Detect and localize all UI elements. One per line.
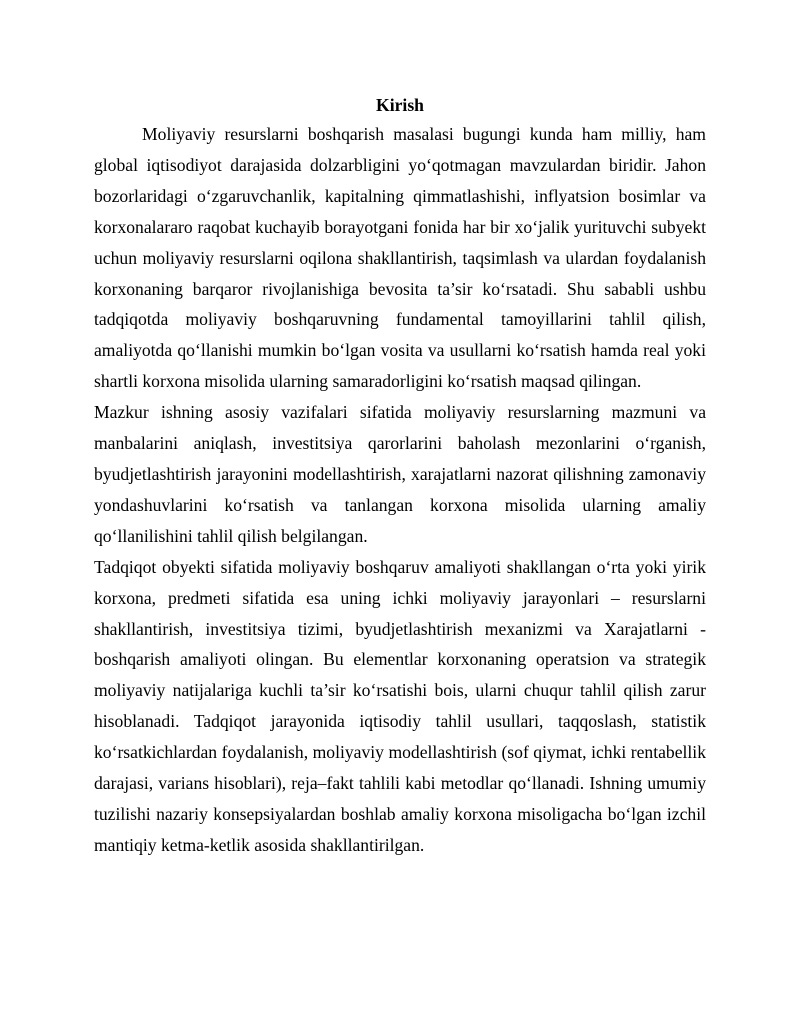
paragraph-tasks: Mazkur ishning asosiy vazifalari sifatida moliyaviy resurslarning mazmuni va manbalarini aniqlash, investitsiya qarorlarini baholash mezonlarini o‘rganish, byudjetlashtirish jarayonini modellashtirish, xarajatlarni nazorat qilishning zamonaviy yondashuvlarini ko‘rsatish va tanlangan korxona misolida ularning amaliy qo‘llanilishini tahlil qilish belgilangan. <box>94 402 706 546</box>
section-heading: Kirish <box>376 95 424 115</box>
paragraph-object: Tadqiqot obyekti sifatida moliyaviy boshqaruv amaliyoti shakllangan o‘rta yoki yirik korxona, predmeti sifatida esa uning ichki moliyaviy jarayonlari – resurslarni shakllantirish, investitsiya tizimi, byudjetlashtirish mexanizmi va Xarajatlarni - boshqarish amaliyoti olingan. Bu elementlar korxonaning operatsion va strategik moliyaviy natijalariga kuchli ta’sir ko‘rsatishi bois, ularni chuqur tahlil qilish zarur hisoblanadi. Tadqiqot jarayonida iqtisodiy tahlil usullari, taqqoslash, statistik ko‘rsatkichlardan foydalanish, moliyaviy modellashtirish (sof qiymat, ichki rentabellik darajasi, varians hisoblari), reja–fakt tahlili kabi metodlar qo‘llanadi. Ishning umumiy tuzilishi nazariy konsepsiyalardan boshlab amaliy korxona misoligacha bo‘lgan izchil mantiqiy ketma-ketlik asosida shakllantirilgan. <box>94 556 706 855</box>
document-body <box>94 93 706 861</box>
paragraph-intro: Moliyaviy resurslarni boshqarish masalasi bugungi kunda ham milliy, ham global iqtisodiyot darajasida dolzarbligini yo‘qotmagan mavzulardan biridir. Jahon bozorlaridagi o‘zgaruvchanlik, kapitalning qimmatlashishi, inflyatsion bosimlar va korxonalararo raqobat kuchayib borayotgani fonida har bir xo‘jalik yurituvchi subyekt uchun moliyaviy resurslarni oqilona shakllantirish, taqsimlash va ulardan foydalanish korxonaning barqaror rivojlanishiga bevosita ta’sir ko‘rsatadi. Shu sababli ushbu tadqiqotda moliyaviy boshqaruvning fundamental tamoyillarini tahlil qilish, amaliyotda qo‘llanishi mumkin bo‘lgan vosita va usullarni ko‘rsatish hamda real yoki shartli korxona misolida ularning samaradorligini ko‘rsatish maqsad qilingan. <box>94 124 706 392</box>
